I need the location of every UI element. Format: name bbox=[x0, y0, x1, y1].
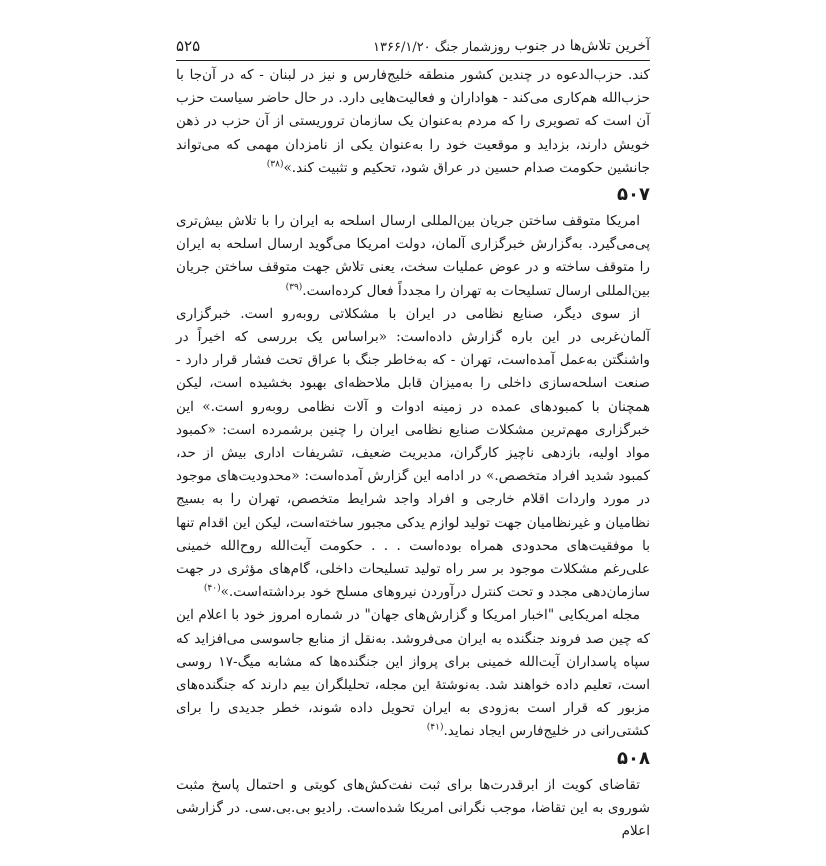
footnote-ref: (۳۸) bbox=[266, 159, 284, 170]
section-number-508: ۵۰۸ bbox=[617, 747, 650, 769]
paragraph: مجله امریکایی "اخبار امریکا و گزارش‌های جهان" در شماره امروز خود با اعلام این که چین صد فروند جنگنده به ایران می‌فروشد. به‌نقل از منابع جاسوسی می‌افزاید که سپاه پاسداران آیت‌الله خمینی برای پرواز این جنگنده‌ها که مشابه میگ-۱۷ روسی است، تعلیم داده خواهند شد. به‌نوشتهٔ این مجله، تحلیلگران بیم دارند که جنگنده‌های مزبور که قرار است به‌زودی به ایران تحویل داده شوند، خطر جدیدی را برای کشتی‌رانی در خلیج‌فارس ایجاد نماید.$^{(۴۱)}$ bbox=[176, 607, 651, 740]
diary-date-title: روزشمار جنگ ۱۳۶۶/۱/۲۰ bbox=[373, 40, 510, 55]
paragraph: کند. حزب‌الدعوه در چندین کشور منطقه خلیج‌فارس و نیز در لبنان - که در آن‌جا با حزب‌الله هم‌کاری می‌کند - هواداران و فعالیت‌هایی دارد. در حال حاضر سیاست حزب آن است که تصویری را که مردم به‌عنوان یک سازمان تروریستی از آن حزب در ذهن خویش دارند، بزداید و موقعیت خود را به‌عنوان یکی از نامزدان مهمی که می‌تواند جانشین حکومت صدام حسین در عراق شود، تحکیم و تثبیت کند.»$^{(۳۸)}$ bbox=[176, 67, 650, 176]
section-number-507: ۵۰۷ bbox=[617, 184, 650, 206]
chapter-title: آخرین تلاش‌ها در جنوب bbox=[514, 38, 650, 54]
footnote-ref: (۳۹) bbox=[285, 282, 303, 293]
page-number: ۵۲۵ bbox=[176, 37, 201, 55]
paragraph: تقاضای کویت از ابرقدرت‌ها برای ثبت نفت‌کش‌های کویتی و احتمال پاسخ مثبت شوروی به این تقاضا، موجب نگرانی امریکا شده‌است. رادیو بی.بی.سی. در گزارشی اعلام bbox=[176, 776, 650, 840]
paragraph: از سوی دیگر، صنایع نظامی در ایران با مشکلاتی روبه‌رو است. خبرگزاری آلمان‌غربی در این باره گزارش داده‌است: «براساس یک بررسی که اخیراً در واشنگتن به‌عمل آمده‌است، تهران - که به‌خاطر جنگ با عراق تحت فشار قرار دارد - صنعت اسلحه‌سازی داخلی را به‌میزان قابل ملاحظه‌ای بهبود بخشیده است، لیکن همچنان با کمبودهای عمده در زمینه ادوات و آلات نظامی روبه‌رو است.» این خبرگزاری مهم‌ترین مشکلات صنایع نظامی ایران را چنین برشمرده است: «کمبود مواد اولیه، بازدهی ناچیز کارگران، مدیریت ضعیف، تشریفات اداری بیش از حد، کمبود شدید افراد متخصص.» در ادامه این گزارش آمده‌است: «محدودیت‌های موجود در مورد واردات اقلام خارجی و افراد واجد شرایط متخصص، تهران را به بسیج نظامیان و غیرنظامیان جهت تولید لوازم یدکی مجبور ساخته‌است، لیکن این اقدام تنها با موفقیت‌های محدودی همراه بوده‌است . . . حکومت آیت‌الله روح‌الله خمینی علی‌رغم مشکلات موجود بر سر راه تولید تسلیحات داخلی، گام‌های مؤثری در جهت سازمان‌دهی مجدد و تحت کنترل درآوردن نیروهای مسلح خود برداشته‌است.»$^{(۴۰)}$ bbox=[176, 305, 650, 601]
footnote-ref: (۴۰) bbox=[203, 583, 221, 594]
footnote-ref: (۴۱) bbox=[426, 722, 444, 733]
page-body bbox=[176, 64, 650, 843]
header-rule bbox=[176, 60, 650, 61]
running-header bbox=[176, 36, 650, 58]
paragraph: امریکا متوقف ساختن جریان بین‌المللی ارسال اسلحه به ایران را با تلاش بیش‌تری پی‌می‌گیرد. به‌گزارش خبرگزاری آلمان، دولت امریکا می‌گوید ارسال اسلحه به ایران را متوقف ساخته و در عوض عملیات سخت، یعنی تلاش جهت متوقف ساختن جریان بین‌المللی ارسال تسلیحات به تهران را مجدداً فعال کرده‌است.$^{(۳۹)}$ bbox=[176, 213, 650, 299]
